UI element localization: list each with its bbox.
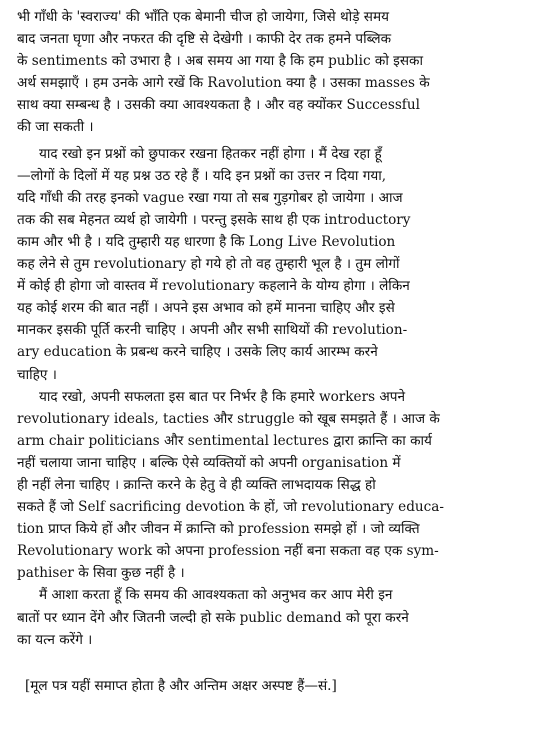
text-line: काम और भी है । यदि तुम्हारी यह धारणा है कि Long Live Revolution bbox=[17, 233, 396, 250]
text-line: का यत्न करेंगे । bbox=[17, 631, 93, 648]
text-line: —लोगों के दिलों में यह प्रश्न उठ रहे हैं । यदि इन प्रश्नों का उत्तर न दिया गया, bbox=[17, 167, 387, 184]
text-line: नहीं चलाया जाना चाहिए । बल्कि ऐसे व्यक्तियों को अपनी organisation में bbox=[17, 454, 401, 471]
paragraph-1 bbox=[17, 6, 539, 139]
text-line: याद रखो इन प्रश्नों को छुपाकर रखना हितकर नहीं होगा । मैं देख रहा हूँ bbox=[39, 145, 382, 162]
text-line: याद रखो, अपनी सफलता इस बात पर निर्भर है कि हमारे workers अपने bbox=[39, 388, 406, 405]
text-line: arm chair politicians और sentimental lectures द्वारा क्रान्ति का कार्य bbox=[17, 432, 432, 449]
text-line: साथ क्या सम्बन्ध है । उसकी क्या आवश्यकता है । और वह क्योंकर Successful bbox=[17, 97, 420, 114]
text-line: ary education के प्रबन्ध करने चाहिए । उसके लिए कार्य आरम्भ करने bbox=[17, 344, 378, 361]
text-line: तक की सब मेहनत व्यर्थ हो जायेगी । परन्तु इसके साथ ही एक introductory bbox=[17, 211, 411, 228]
text-line: pathiser के सिवा कुछ नहीं है । bbox=[17, 565, 185, 582]
text-line: यदि गाँधी की तरह इनको vague रखा गया तो सब गुड़गोबर हो जायेगा । आज bbox=[17, 189, 403, 206]
text-line: tion प्राप्त किये हों और जीवन में क्रान्ति को profession समझे हों । जो व्यक्ति bbox=[17, 521, 420, 538]
text-line: चाहिए । bbox=[17, 366, 57, 383]
text-line: Revolutionary work को अपना profession नहीं बना सकता वह एक sym- bbox=[17, 543, 439, 560]
text-line: बाद जनता घृणा और नफरत की दृष्टि से देखेगी । काफी देर तक हमने पब्लिक bbox=[17, 31, 392, 48]
text-line: भी गाँधी के 'स्वराज्य' की भाँति एक बेमानी चीज हो जायेगा, जिसे थोड़े समय bbox=[17, 9, 389, 25]
text-line: मानकर इसकी पूर्ति करनी चाहिए । अपनी और सभी साथियों की revolution- bbox=[17, 322, 408, 339]
text-line: सकते हैं जो Self sacrificing devotion के हों, जो revolutionary educa- bbox=[17, 499, 444, 516]
text-line: ही नहीं लेना चाहिए । क्रान्ति करने के हेतु वे ही व्यक्ति लाभदायक सिद्ध हो bbox=[17, 476, 376, 493]
text-line: revolutionary ideals, tacties और struggle को खूब समझते हैं । आज के bbox=[17, 410, 440, 427]
text-line: बातों पर ध्यान देंगे और जितनी जल्दी हो सके public demand को पूरा करने bbox=[17, 609, 409, 626]
text-line: की जा सकती । bbox=[17, 119, 94, 136]
text-line: के sentiments को उभारा है । अब समय आ गया है कि हम public को इसका bbox=[17, 53, 423, 70]
text-line: अर्थ समझाएँ । हम उनके आगे रखें कि Ravolution क्या है । उसका masses के bbox=[17, 75, 430, 92]
editor-footnote: [मूल पत्र यहीं समाप्त होता है और अन्तिम अक्षर अस्पष्ट हैं—सं.] bbox=[25, 677, 337, 694]
text-line: यह कोई शरम की बात नहीं । अपने इस अभाव को हमें मानना चाहिए और इसे bbox=[17, 300, 395, 317]
text-line: कह लेने से तुम revolutionary हो गये हो तो वह तुम्हारी भूल है । तुम लोगों bbox=[17, 256, 400, 273]
paragraph-2 bbox=[17, 143, 539, 386]
paragraph-3 bbox=[17, 386, 539, 585]
paragraph-4 bbox=[17, 584, 539, 650]
text-line: में कोई ही होगा जो वास्तव में revolutionary कहलाने के योग्य होगा । लेकिन bbox=[17, 278, 410, 295]
text-line: मैं आशा करता हूँ कि समय की आवश्यकता को अनुभव कर आप मेरी इन bbox=[39, 587, 393, 604]
